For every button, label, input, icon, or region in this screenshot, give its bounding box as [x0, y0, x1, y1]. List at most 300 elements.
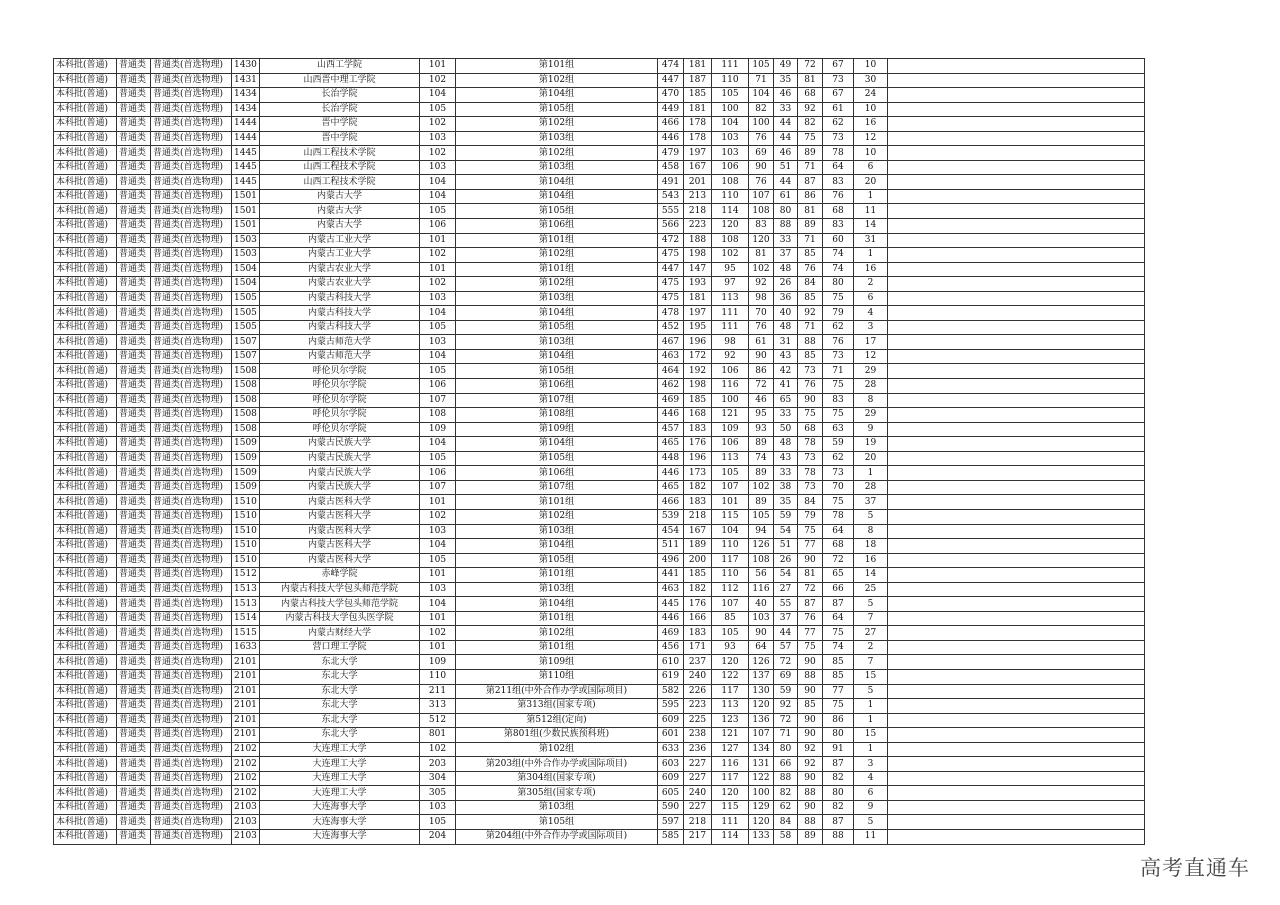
table-row: [54, 480, 1145, 495]
empty-cell: [888, 393, 1145, 408]
table-cell: 104: [712, 524, 749, 539]
table-cell: 内蒙古科技大学: [260, 320, 420, 335]
table-cell: 93: [712, 640, 749, 655]
table-cell: 普通类: [117, 320, 151, 335]
table-cell: 山西晋中理工学院: [260, 73, 420, 88]
empty-cell: [888, 742, 1145, 757]
table-cell: 104: [420, 306, 456, 321]
table-cell: 196: [684, 335, 712, 350]
table-cell: 33: [774, 233, 798, 248]
table-cell: 8: [854, 393, 888, 408]
table-cell: 605: [658, 786, 684, 801]
table-cell: 1514: [232, 611, 260, 626]
table-cell: 第304组(国家专项): [456, 771, 658, 786]
table-cell: 92: [774, 699, 798, 714]
table-cell: 35: [774, 73, 798, 88]
table-cell: 236: [684, 742, 712, 757]
table-cell: 72: [749, 379, 774, 394]
table-cell: 20: [854, 175, 888, 190]
table-cell: 189: [684, 539, 712, 554]
empty-cell: [888, 568, 1145, 583]
table-cell: 111: [712, 306, 749, 321]
table-cell: 93: [749, 422, 774, 437]
table-cell: 181: [684, 102, 712, 117]
table-cell: 内蒙古医科大学: [260, 553, 420, 568]
table-cell: 75: [823, 495, 854, 510]
table-cell: 2101: [232, 713, 260, 728]
table-cell: 本科批(普通): [54, 291, 117, 306]
table-cell: 73: [823, 466, 854, 481]
table-cell: 102: [420, 146, 456, 161]
table-cell: 109: [420, 422, 456, 437]
table-cell: 90: [798, 393, 823, 408]
table-cell: 1501: [232, 189, 260, 204]
table-cell: 445: [658, 597, 684, 612]
table-cell: 95: [712, 262, 749, 277]
table-cell: 1501: [232, 204, 260, 219]
table-cell: 115: [712, 800, 749, 815]
table-cell: 普通类: [117, 684, 151, 699]
table-cell: 89: [749, 466, 774, 481]
table-cell: 2101: [232, 684, 260, 699]
table-cell: 普通类: [117, 131, 151, 146]
table-row: [54, 800, 1145, 815]
table-cell: 115: [712, 509, 749, 524]
table-cell: 普通类(首选物理): [151, 379, 232, 394]
table-cell: 普通类: [117, 611, 151, 626]
table-cell: 100: [749, 786, 774, 801]
empty-cell: [888, 553, 1145, 568]
table-row: [54, 684, 1145, 699]
table-cell: 第101组: [456, 262, 658, 277]
table-cell: 94: [749, 524, 774, 539]
empty-cell: [888, 59, 1145, 74]
table-cell: 普通类: [117, 509, 151, 524]
table-cell: 104: [420, 597, 456, 612]
table-cell: 120: [749, 815, 774, 830]
table-cell: 116: [712, 757, 749, 772]
watermark-text: 高考直通车: [1140, 856, 1250, 880]
table-cell: 第109组: [456, 655, 658, 670]
table-cell: 108: [420, 408, 456, 423]
table-cell: 普通类: [117, 364, 151, 379]
table-cell: 本科批(普通): [54, 146, 117, 161]
table-cell: 168: [684, 408, 712, 423]
table-cell: 第313组(国家专项): [456, 699, 658, 714]
table-cell: 61: [749, 335, 774, 350]
table-cell: 88: [823, 829, 854, 844]
table-cell: 102: [420, 742, 456, 757]
table-cell: 496: [658, 553, 684, 568]
table-cell: 普通类: [117, 146, 151, 161]
table-cell: 大连理工大学: [260, 786, 420, 801]
table-cell: 6: [854, 291, 888, 306]
table-cell: 137: [749, 669, 774, 684]
table-cell: 普通类(首选物理): [151, 364, 232, 379]
table-cell: 76: [749, 320, 774, 335]
table-cell: 85: [798, 349, 823, 364]
table-cell: 1510: [232, 553, 260, 568]
table-cell: 31: [854, 233, 888, 248]
table-cell: 108: [749, 553, 774, 568]
table-row: [54, 655, 1145, 670]
table-cell: 121: [712, 408, 749, 423]
table-cell: 普通类(首选物理): [151, 262, 232, 277]
table-cell: 普通类(首选物理): [151, 699, 232, 714]
table-cell: 普通类: [117, 553, 151, 568]
table-cell: 1431: [232, 73, 260, 88]
table-cell: 普通类(首选物理): [151, 582, 232, 597]
table-cell: 7: [854, 611, 888, 626]
table-cell: 本科批(普通): [54, 495, 117, 510]
table-cell: 103: [420, 160, 456, 175]
table-cell: 普通类(首选物理): [151, 480, 232, 495]
table-cell: 普通类: [117, 349, 151, 364]
table-cell: 本科批(普通): [54, 466, 117, 481]
table-cell: 463: [658, 349, 684, 364]
table-cell: 普通类: [117, 117, 151, 132]
table-cell: 第104组: [456, 539, 658, 554]
table-cell: 71: [749, 73, 774, 88]
table-cell: 172: [684, 349, 712, 364]
table-cell: 82: [823, 800, 854, 815]
table-row: [54, 175, 1145, 190]
table-cell: 普通类(首选物理): [151, 408, 232, 423]
table-cell: 普通类: [117, 291, 151, 306]
table-cell: 200: [684, 553, 712, 568]
table-cell: 山西工程技术学院: [260, 146, 420, 161]
table-cell: 195: [684, 320, 712, 335]
table-cell: 61: [823, 102, 854, 117]
table-cell: 127: [712, 742, 749, 757]
table-cell: 本科批(普通): [54, 102, 117, 117]
table-cell: 46: [749, 393, 774, 408]
table-cell: 普通类: [117, 451, 151, 466]
table-cell: 第305组(国家专项): [456, 786, 658, 801]
table-cell: 15: [854, 728, 888, 743]
table-row: [54, 539, 1145, 554]
table-cell: 227: [684, 771, 712, 786]
table-cell: 105: [749, 59, 774, 74]
empty-cell: [888, 611, 1145, 626]
table-cell: 普通类(首选物理): [151, 451, 232, 466]
table-cell: 第101组: [456, 568, 658, 583]
table-cell: 1444: [232, 117, 260, 132]
table-cell: 第101组: [456, 495, 658, 510]
table-cell: 27: [854, 626, 888, 641]
table-cell: 83: [823, 393, 854, 408]
table-cell: 第106组: [456, 379, 658, 394]
table-cell: 64: [823, 160, 854, 175]
table-cell: 26: [774, 277, 798, 292]
table-row: [54, 189, 1145, 204]
table-cell: 92: [798, 306, 823, 321]
table-row: [54, 422, 1145, 437]
table-row: [54, 408, 1145, 423]
table-cell: 普通类: [117, 480, 151, 495]
table-cell: 104: [749, 88, 774, 103]
table-cell: 本科批(普通): [54, 611, 117, 626]
table-cell: 普通类(首选物理): [151, 509, 232, 524]
table-cell: 1508: [232, 408, 260, 423]
table-cell: 第103组: [456, 131, 658, 146]
empty-cell: [888, 131, 1145, 146]
table-cell: 113: [712, 451, 749, 466]
table-cell: 100: [712, 393, 749, 408]
table-cell: 75: [823, 291, 854, 306]
table-cell: 90: [798, 684, 823, 699]
table-cell: 101: [420, 233, 456, 248]
table-row: [54, 713, 1145, 728]
table-cell: 54: [774, 524, 798, 539]
table-cell: 491: [658, 175, 684, 190]
table-cell: 46: [774, 146, 798, 161]
table-cell: 84: [774, 815, 798, 830]
table-cell: 90: [798, 771, 823, 786]
table-row: [54, 102, 1145, 117]
table-cell: 普通类(首选物理): [151, 349, 232, 364]
table-cell: 54: [774, 568, 798, 583]
table-cell: 72: [798, 59, 823, 74]
table-cell: 第211组(中外合作办学或国际项目): [456, 684, 658, 699]
table-cell: 普通类(首选物理): [151, 800, 232, 815]
table-cell: 第105组: [456, 204, 658, 219]
table-cell: 76: [749, 131, 774, 146]
table-row: [54, 466, 1145, 481]
table-cell: 185: [684, 568, 712, 583]
table-cell: 104: [420, 349, 456, 364]
table-cell: 1505: [232, 291, 260, 306]
table-row: [54, 160, 1145, 175]
table-cell: 106: [420, 379, 456, 394]
table-cell: 第103组: [456, 582, 658, 597]
table-cell: 1507: [232, 349, 260, 364]
table-cell: 呼伦贝尔学院: [260, 379, 420, 394]
table-cell: 86: [823, 713, 854, 728]
table-cell: 35: [774, 495, 798, 510]
table-cell: 72: [774, 713, 798, 728]
table-cell: 84: [798, 277, 823, 292]
table-cell: 77: [823, 684, 854, 699]
table-cell: 第102组: [456, 117, 658, 132]
table-cell: 90: [798, 728, 823, 743]
table-cell: 44: [774, 117, 798, 132]
table-cell: 122: [712, 669, 749, 684]
table-cell: 20: [854, 451, 888, 466]
table-cell: 普通类(首选物理): [151, 73, 232, 88]
table-cell: 17: [854, 335, 888, 350]
table-cell: 89: [749, 437, 774, 452]
table-cell: 2101: [232, 728, 260, 743]
table-cell: 普通类(首选物理): [151, 335, 232, 350]
table-cell: 92: [798, 757, 823, 772]
empty-cell: [888, 655, 1145, 670]
table-cell: 第102组: [456, 742, 658, 757]
table-cell: 1505: [232, 306, 260, 321]
table-cell: 本科批(普通): [54, 393, 117, 408]
table-cell: 108: [712, 233, 749, 248]
table-cell: 223: [684, 699, 712, 714]
table-row: [54, 786, 1145, 801]
table-cell: 1512: [232, 568, 260, 583]
table-cell: 本科批(普通): [54, 553, 117, 568]
table-cell: 普通类: [117, 437, 151, 452]
table-cell: 普通类(首选物理): [151, 146, 232, 161]
table-cell: 218: [684, 204, 712, 219]
table-cell: 134: [749, 742, 774, 757]
table-cell: 1: [854, 713, 888, 728]
table-cell: 内蒙古医科大学: [260, 539, 420, 554]
table-row: [54, 277, 1145, 292]
table-cell: 88: [798, 786, 823, 801]
table-cell: 37: [774, 611, 798, 626]
table-cell: 585: [658, 829, 684, 844]
empty-cell: [888, 437, 1145, 452]
table-cell: 12: [854, 131, 888, 146]
table-cell: 192: [684, 364, 712, 379]
table-cell: 25: [854, 582, 888, 597]
table-cell: 609: [658, 771, 684, 786]
table-cell: 9: [854, 800, 888, 815]
table-cell: 晋中学院: [260, 131, 420, 146]
table-cell: 第106组: [456, 219, 658, 234]
empty-cell: [888, 771, 1145, 786]
table-cell: 普通类(首选物理): [151, 713, 232, 728]
table-cell: 普通类: [117, 422, 151, 437]
table-cell: 普通类(首选物理): [151, 102, 232, 117]
table-cell: 71: [798, 160, 823, 175]
table-cell: 237: [684, 655, 712, 670]
table-cell: 101: [420, 59, 456, 74]
table-cell: 176: [684, 437, 712, 452]
table-cell: 16: [854, 262, 888, 277]
table-cell: 75: [798, 408, 823, 423]
empty-cell: [888, 509, 1145, 524]
table-cell: 85: [823, 655, 854, 670]
table-cell: 79: [798, 509, 823, 524]
table-cell: 107: [420, 393, 456, 408]
table-cell: 71: [798, 233, 823, 248]
table-row: [54, 553, 1145, 568]
table-cell: 26: [774, 553, 798, 568]
table-cell: 1507: [232, 335, 260, 350]
table-cell: 75: [798, 524, 823, 539]
table-cell: 441: [658, 568, 684, 583]
table-cell: 东北大学: [260, 684, 420, 699]
table-cell: 普通类(首选物理): [151, 626, 232, 641]
table-cell: 普通类: [117, 829, 151, 844]
table-cell: 218: [684, 815, 712, 830]
table-cell: 普通类: [117, 335, 151, 350]
table-cell: 462: [658, 379, 684, 394]
table-cell: 201: [684, 175, 712, 190]
table-cell: 普通类(首选物理): [151, 422, 232, 437]
table-cell: 普通类(首选物理): [151, 728, 232, 743]
table-cell: 109: [420, 655, 456, 670]
table-cell: 196: [684, 451, 712, 466]
table-cell: 188: [684, 233, 712, 248]
table-cell: 107: [712, 480, 749, 495]
table-cell: 104: [420, 88, 456, 103]
table-cell: 66: [823, 582, 854, 597]
table-cell: 110: [420, 669, 456, 684]
table-cell: 475: [658, 248, 684, 263]
empty-cell: [888, 713, 1145, 728]
table-cell: 76: [798, 379, 823, 394]
table-cell: 70: [823, 480, 854, 495]
table-cell: 普通类(首选物理): [151, 160, 232, 175]
table-cell: 38: [774, 480, 798, 495]
table-cell: 1510: [232, 539, 260, 554]
table-cell: 227: [684, 800, 712, 815]
table-cell: 71: [823, 364, 854, 379]
table-cell: 75: [823, 699, 854, 714]
table-cell: 呼伦贝尔学院: [260, 408, 420, 423]
table-cell: 2103: [232, 829, 260, 844]
empty-cell: [888, 582, 1145, 597]
table-cell: 102: [420, 73, 456, 88]
table-row: [54, 73, 1145, 88]
table-cell: 4: [854, 306, 888, 321]
empty-cell: [888, 175, 1145, 190]
empty-cell: [888, 291, 1145, 306]
table-cell: 80: [774, 204, 798, 219]
table-cell: 110: [712, 73, 749, 88]
table-cell: 本科批(普通): [54, 757, 117, 772]
empty-cell: [888, 408, 1145, 423]
table-cell: 129: [749, 800, 774, 815]
table-row: [54, 364, 1145, 379]
table-cell: 第105组: [456, 451, 658, 466]
table-cell: 103: [420, 800, 456, 815]
empty-cell: [888, 422, 1145, 437]
table-cell: 463: [658, 582, 684, 597]
table-cell: 171: [684, 640, 712, 655]
table-cell: 本科批(普通): [54, 742, 117, 757]
table-cell: 内蒙古民族大学: [260, 480, 420, 495]
table-cell: 211: [420, 684, 456, 699]
table-cell: 83: [749, 219, 774, 234]
table-cell: 114: [712, 829, 749, 844]
table-cell: 普通类(首选物理): [151, 233, 232, 248]
table-cell: 普通类: [117, 262, 151, 277]
table-cell: 第102组: [456, 277, 658, 292]
table-cell: 普通类: [117, 626, 151, 641]
table-cell: 147: [684, 262, 712, 277]
table-cell: 1513: [232, 582, 260, 597]
table-cell: 2102: [232, 757, 260, 772]
empty-cell: [888, 539, 1145, 554]
table-cell: 107: [749, 189, 774, 204]
table-cell: 43: [774, 349, 798, 364]
table-cell: 90: [798, 713, 823, 728]
table-cell: 第105组: [456, 320, 658, 335]
table-cell: 465: [658, 480, 684, 495]
table-cell: 64: [823, 611, 854, 626]
table-cell: 448: [658, 451, 684, 466]
table-row: [54, 320, 1145, 335]
table-cell: 112: [712, 582, 749, 597]
table-cell: 81: [749, 248, 774, 263]
table-cell: 101: [420, 262, 456, 277]
table-cell: 1: [854, 466, 888, 481]
table-cell: 本科批(普通): [54, 815, 117, 830]
table-cell: 167: [684, 524, 712, 539]
table-cell: 本科批(普通): [54, 451, 117, 466]
table-cell: 本科批(普通): [54, 320, 117, 335]
table-cell: 51: [774, 160, 798, 175]
table-cell: 68: [798, 88, 823, 103]
